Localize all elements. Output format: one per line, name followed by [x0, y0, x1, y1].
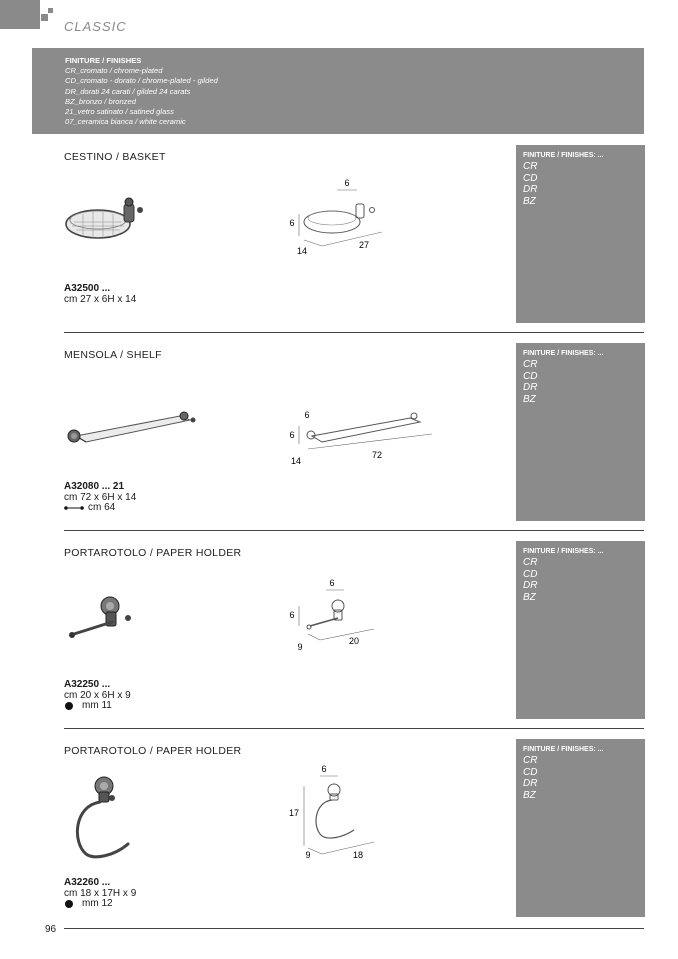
product-section-basket: [0, 144, 678, 334]
finish-code: BZ: [523, 195, 536, 207]
dim-depth: 14: [296, 246, 308, 256]
finish-code: CR: [523, 359, 538, 370]
finishes-box: [516, 541, 645, 719]
paper-holder-ring-drawing: [282, 762, 382, 862]
product-code: A32260 ...: [64, 877, 111, 888]
finish-code: BZ: [523, 591, 536, 603]
dim-height: 6: [289, 430, 295, 440]
corner-square-small: [48, 8, 53, 13]
product-title: PORTAROTOLO / PAPER HOLDER: [64, 745, 242, 757]
finish-code: DR: [523, 580, 538, 591]
finish-item: DR_dorati 24 carati / gilded 24 carats: [65, 86, 191, 96]
paper-holder-ring-photo: [64, 772, 144, 867]
dim-width: 18: [352, 850, 364, 860]
finishes-banner: [32, 48, 644, 134]
dim-depth: 9: [297, 642, 303, 652]
product-section-paper-holder-bar: [0, 540, 678, 730]
product-dims: cm 72 x 6H x 14: [64, 492, 137, 503]
dim-height: 6: [289, 218, 295, 228]
dim-depth: 14: [290, 456, 302, 466]
finish-item: 07_ceramica bianca / white ceramic: [65, 117, 186, 127]
product-code: A32080 ... 21: [64, 481, 125, 492]
product-code: A32250 ...: [64, 679, 111, 690]
basket-drawing: [282, 174, 392, 259]
footer-rule: [64, 928, 644, 929]
product-extra: [64, 502, 115, 513]
finish-code: BZ: [523, 789, 536, 801]
finish-code: CD: [523, 370, 538, 382]
shelf-drawing: [282, 404, 442, 469]
finishes-box-label: FINITURE / FINISHES: ...: [523, 350, 604, 357]
corner-block: [0, 0, 40, 29]
finishes-box: [516, 343, 645, 521]
product-dims: cm 27 x 6H x 14: [64, 294, 137, 305]
diameter-value: mm 11: [82, 700, 112, 711]
dim-height: 6: [289, 610, 295, 620]
finishes-box-label: FINITURE / FINISHES: ...: [523, 548, 604, 555]
dim-width: 72: [371, 450, 383, 460]
product-code: A32500 ...: [64, 283, 111, 294]
center-distance-icon: [64, 504, 84, 512]
shelf-photo: [62, 406, 202, 456]
dim-top: 6: [344, 178, 350, 188]
finishes-box: [516, 739, 645, 917]
dim-top: 6: [304, 410, 310, 420]
finish-code: DR: [523, 778, 538, 789]
finish-code: CR: [523, 557, 538, 568]
finish-code: CR: [523, 161, 538, 172]
page-number: 96: [45, 924, 57, 935]
product-section-shelf: [0, 342, 678, 532]
finish-code: DR: [523, 184, 538, 195]
diameter-dot-icon: [64, 701, 78, 711]
section-divider: [64, 728, 644, 729]
finish-code: CR: [523, 755, 538, 766]
product-title: CESTINO / BASKET: [64, 151, 166, 163]
finish-code: CD: [523, 172, 538, 184]
finish-code: BZ: [523, 393, 536, 405]
finishes-box: [516, 145, 645, 323]
basket-photo: [58, 194, 148, 249]
finish-item: 21_vetro satinato / satined glass: [65, 107, 174, 117]
finish-code: CD: [523, 568, 538, 580]
section-divider: [64, 530, 644, 531]
finish-code: CD: [523, 766, 538, 778]
product-section-paper-holder-ring: [0, 738, 678, 928]
dim-top: 6: [321, 764, 327, 774]
dim-width: 20: [348, 636, 360, 646]
product-extra: [64, 898, 113, 909]
dim-width: 27: [358, 240, 370, 250]
finish-item: CR_cromato / chrome-plated: [65, 66, 163, 76]
finish-code: DR: [523, 382, 538, 393]
corner-square: [41, 14, 48, 21]
finish-item: CD_cromato - dorato / chrome-plated - gilded: [65, 76, 218, 86]
product-dims: cm 18 x 17H x 9: [64, 888, 137, 899]
paper-holder-bar-drawing: [282, 574, 382, 654]
dim-top: 6: [329, 578, 335, 588]
product-extra: [64, 700, 112, 711]
finishes-title: FINITURE / FINISHES: [65, 56, 142, 65]
finishes-box-label: FINITURE / FINISHES: ...: [523, 152, 604, 159]
diameter-dot-icon: [64, 899, 78, 909]
dim-height: 17: [288, 808, 300, 818]
product-title: PORTAROTOLO / PAPER HOLDER: [64, 547, 242, 559]
diameter-value: mm 12: [82, 898, 113, 909]
product-title: MENSOLA / SHELF: [64, 349, 162, 361]
section-divider: [64, 332, 644, 333]
product-dims: cm 20 x 6H x 9: [64, 690, 131, 701]
paper-holder-bar-photo: [62, 592, 152, 647]
center-distance-value: cm 64: [88, 502, 116, 513]
dim-depth: 9: [305, 850, 311, 860]
finish-item: BZ_bronzo / bronzed: [65, 96, 136, 106]
finishes-box-label: FINITURE / FINISHES: ...: [523, 746, 604, 753]
brand-title: CLASSIC: [64, 19, 127, 34]
